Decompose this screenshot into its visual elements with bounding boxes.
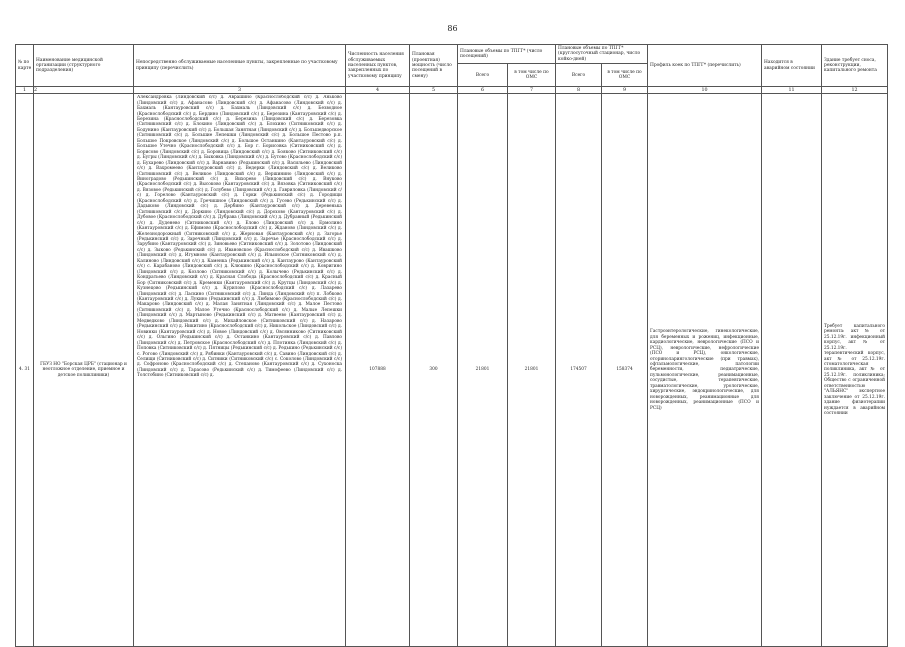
emergency-cell xyxy=(762,94,822,647)
header-org: Наименование медицинской организации (структурного подразделения) xyxy=(34,45,134,87)
header-row xyxy=(16,45,888,64)
column-number: 4 xyxy=(346,87,410,94)
column-number: 1 xyxy=(16,87,34,94)
header-emergency: Находится в аварийном состоянии xyxy=(762,45,822,87)
column-numbers-row xyxy=(16,87,888,94)
column-number: 3 xyxy=(134,87,346,94)
column-number: 2 xyxy=(34,87,134,94)
column-number: 7 xyxy=(508,87,556,94)
header-bed-profiles: Профиль коек по ТПГГ* (перечислить) xyxy=(648,45,762,87)
column-number: 11 xyxy=(762,87,822,94)
visits-total-cell: 21801 xyxy=(458,94,508,647)
population-cell: 107888 xyxy=(346,94,410,647)
column-number: 12 xyxy=(822,87,888,94)
header-beddays-group: Плановые объемы по ТПГГ* (круглосуточный стационар, число койко-дней) xyxy=(556,45,648,64)
table-row xyxy=(16,94,888,647)
header-repair: Здание требует сноса, реконструкции, капитального ремонта xyxy=(822,45,888,87)
repair-cell: Требует капитального ремонта: акт № от 25.12.19г. инфекционный корпус, акт № от 25.12.19г. терапевтический корпус, акт № от 25.12.19г. стоматологическая поликлиника, акт № от 25.12.19г. поликлиника; Общество с ограниченной ответственностью "АЛЬЯНС" экспертное заключение от 25.12.19г. здание физиотерапии нуждается в аварийном состоянии xyxy=(822,94,888,647)
column-number: 10 xyxy=(648,87,762,94)
beddays-oms-cell: 158374 xyxy=(602,94,648,647)
header-visits-group: Плановые объемы по ТПГГ* (число посещений) xyxy=(458,45,556,64)
capacity-cell: 300 xyxy=(410,94,458,647)
page-number: 86 xyxy=(447,24,458,33)
visits-oms-cell: 21801 xyxy=(508,94,556,647)
bed-profiles-cell: Гастроэнтерологические, гинекологические, для беременных и рожениц, инфекционные, кардиологические, неврологические (ПСО и РСЦ), неврологические, нефрологические (ПСО и РСЦ), онкологические, оториноларингологические (при травмах), офтальмологические, патологии беременности, педиатрические, пульмонологические, реанимационные, сосудистые, терапевтические, травматологические, урологические, хирургические, эндокринологические, для новорожденных, реанимационные для новорожденных, реанимационные (ПСО и РСЦ) xyxy=(648,94,762,647)
header-beddays-total: Всего xyxy=(556,64,602,87)
column-number: 5 xyxy=(410,87,458,94)
column-number: 8 xyxy=(556,87,602,94)
column-number: 6 xyxy=(458,87,508,94)
villages-text: Александровка (Линдовский с/с) д. Аврашино (Краснослободский с/с) д. Аньково (Линдовский с/с) д. Афанасово (Линдовский с/с) д. Афанасово (Линдовский с/с) д. Бахмаль (Кантауровский с/с) д. Бахмаль (Линдовский с/с) д. Безводное (Краснослободский с/с) д. Бердино (Линдовский с/с) д. Березина (Кантауровский с/с) д. Березина (Краснослободский с/с) д. Березина (Линдовский с/с) д. Березовка (Ситниковский с/с) д. Блохино (Линдовский с/с) д. Блохино (Ситниковский с/с) д. Бодунино (Кантауровский с/с) д. Большая Занятная (Линдовский с/с) д. Большедворское (Ситниковский с/с) д. Большие Лепешки (Линдовский с/с) д. Большое Пестово р.п. Большое Покровское (Линдовский с/с) д. Большое Останкино (Кантауровский с/с) д. Большое Утечно (Краснослободский с/с) д. Бор г. Борисовка (Ситниковский с/с) д. Борисово (Линдовский с/с) д. Боровица (Линдовский с/с) д. Бояково (Ситниковский с/с) д. Бугры (Линдовский с/с) д. Быковка (Линдовский с/с) д. Бутово (Краснослободский с/с) д. Бухарево (Линдовский с/с) д. Варнавино (Редькинский с/с) д. Васильево (Линдовский с/с) д. Вахромеево (Кантауровский с/с) д. Ведерки (Линдовский с/с) д. Великово (Ситниковский с/с) д. Великое (Линдовский с/с) д. Вершинино (Линдовский с/с) д. Виноградово (Редькинский с/с) д. Вихорево (Линдовский с/с) д. Внуково (Краснослободский с/с) д. Высоково (Кантауровский с/с) д. Вязовка (Ситниковский с/с) д. Вязовое (Редькинский с/с) д. Голубево (Линдовский с/с) д. Гавриловка (Линдовский с/с) д. Горелово (Кантауровский с/с) д. Горки (Редькинский с/с) д. Городищи (Краснослободский с/с) д. Гречишное (Линдовский с/с) д. Гусево (Редькинский с/с) д. Дадыково (Линдовский с/с) д. Дербино (Кантауровский с/с) д. Деревенька (Ситниковский с/с) д. Доркино (Линдовский с/с) д. Дорохово (Кантауровский с/с) д. Дубовое (Краснослободский с/с) д. Дубрава (Линдовский с/с) д. Дубравный (Редькинский с/с) д. Дуденево (Ситниковский с/с) д. Елово (Линдовский с/с) д. Ермолино (Кантауровский с/с) д. Ефимово (Краснослободский с/с) д. Жданово (Линдовский с/с) д. Железнодорожный (Ситниковский с/с) д. Жерновая (Кантауровский с/с) д. Загорье (Редькинский с/с) д. Заречный (Линдовский с/с) д. Заречье (Краснослободский с/с) д. Зарубино (Кантауровский с/с) д. Зиновьево (Ситниковский с/с) д. Золотово (Линдовский с/с) д. Зыково (Редькинский с/с) д. Ивановское (Краснослободский с/с) д. Ивашково (Линдовский с/с) д. Игумново (Кантауровский с/с) д. Ильинское (Ситниковский с/с) д. Калиново (Линдовский с/с) д. Каменка (Редькинский с/с) д. Кантаурово (Кантауровский с/с) с. Карабаново (Линдовский с/с) д. Клюкино (Краснослободский с/с) д. Ковригино (Линдовский с/с) д. Козлово (Ситниковский с/с) д. Колычево (Редькинский с/с) д. Кондратьево (Линдовский с/с) д. Красная Слобода (Краснослободский с/с) д. Красный Бор (Ситниковский с/с) д. Кременки (Кантауровский с/с) д. Крутцы (Линдовский с/с) д. Кузнецово (Редькинский с/с) д. Курилово (Краснослободский с/с) д. Лазарево (Линдовский с/с) д. Ласкино (Ситниковский с/с) д. Линда (Линдовский с/с) п. Лобково (Кантауровский с/с) д. Лукино (Редькинский с/с) д. Любимово (Краснослободский с/с) д. Макарово (Линдовский с/с) д. Малая Занятная (Линдовский с/с) д. Малое Пестово (Ситниковский с/с) д. Малое Утечно (Краснослободский с/с) д. Малые Лепешки (Линдовский с/с) д. Мартыново (Редькинский с/с) д. Матвеево (Кантауровский с/с) д. Медведково (Линдовский с/с) д. Михайловское (Ситниковский с/с) д. Назарово (Редькинский с/с) д. Никитино (Краснослободский с/с) д. Никольское (Линдовский с/с) д. Новинки (Кантауровский с/с) д. Новое (Линдовский с/с) д. Овсянниково (Ситниковский с/с) д. Ольгино (Редькинский с/с) д. Останкино (Кантауровский с/с) д. Павлово (Линдовский с/с) д. Петровское (Краснослободский с/с) д. Плотинка (Линдовский с/с) д. Поповка (Ситниковский с/с) д. Пятницы (Редькинский с/с) д. Редькино (Редькинский с/с) с. Рогово (Линдовский с/с) д. Рябинки (Кантауровский с/с) д. Савино (Линдовский с/с) д. Селищи (Ситниковский с/с) д. Ситники (Ситниковский с/с) с. Соколово (Линдовский с/с) д. Софроново (Краснослободский с/с) д. Степаново (Кантауровский с/с) д. Сухоноска (Линдовский с/с) д. Тарасово (Редькинский с/с) д. Тимофеево (Линдовский с/с) д. Толстобино (Ситниковский с/с) д. xyxy=(137,95,342,379)
beddays-total-cell: 174507 xyxy=(556,94,602,647)
column-number: 9 xyxy=(602,87,648,94)
header-capacity: Плановая (проектная) мощность (число посещений в смену) xyxy=(410,45,458,87)
header-villages: Непосредственно обслуживаемые населенные пункты, закрепленные по участковому принципу (перечислить) xyxy=(134,45,346,87)
header-population: Численность населения обслуживаемых населенных пунктов, закрепленных по участковому принципу xyxy=(346,45,410,87)
header-visits-oms: в том числе по ОМС xyxy=(508,64,556,87)
organization-cell: ГБУЗ НО "Борская ЦРБ" (стационар и неотложное отделение, приемное и детское поликлиники) xyxy=(34,94,134,647)
header-map-no: № по карте xyxy=(16,45,34,87)
header-beddays-oms: в том числе по ОМС xyxy=(602,64,648,87)
villages-cell xyxy=(134,94,346,647)
capacity-table xyxy=(15,44,888,647)
header-visits-total: Всего xyxy=(458,64,508,87)
map-number-cell: 4. 31 xyxy=(16,94,34,647)
